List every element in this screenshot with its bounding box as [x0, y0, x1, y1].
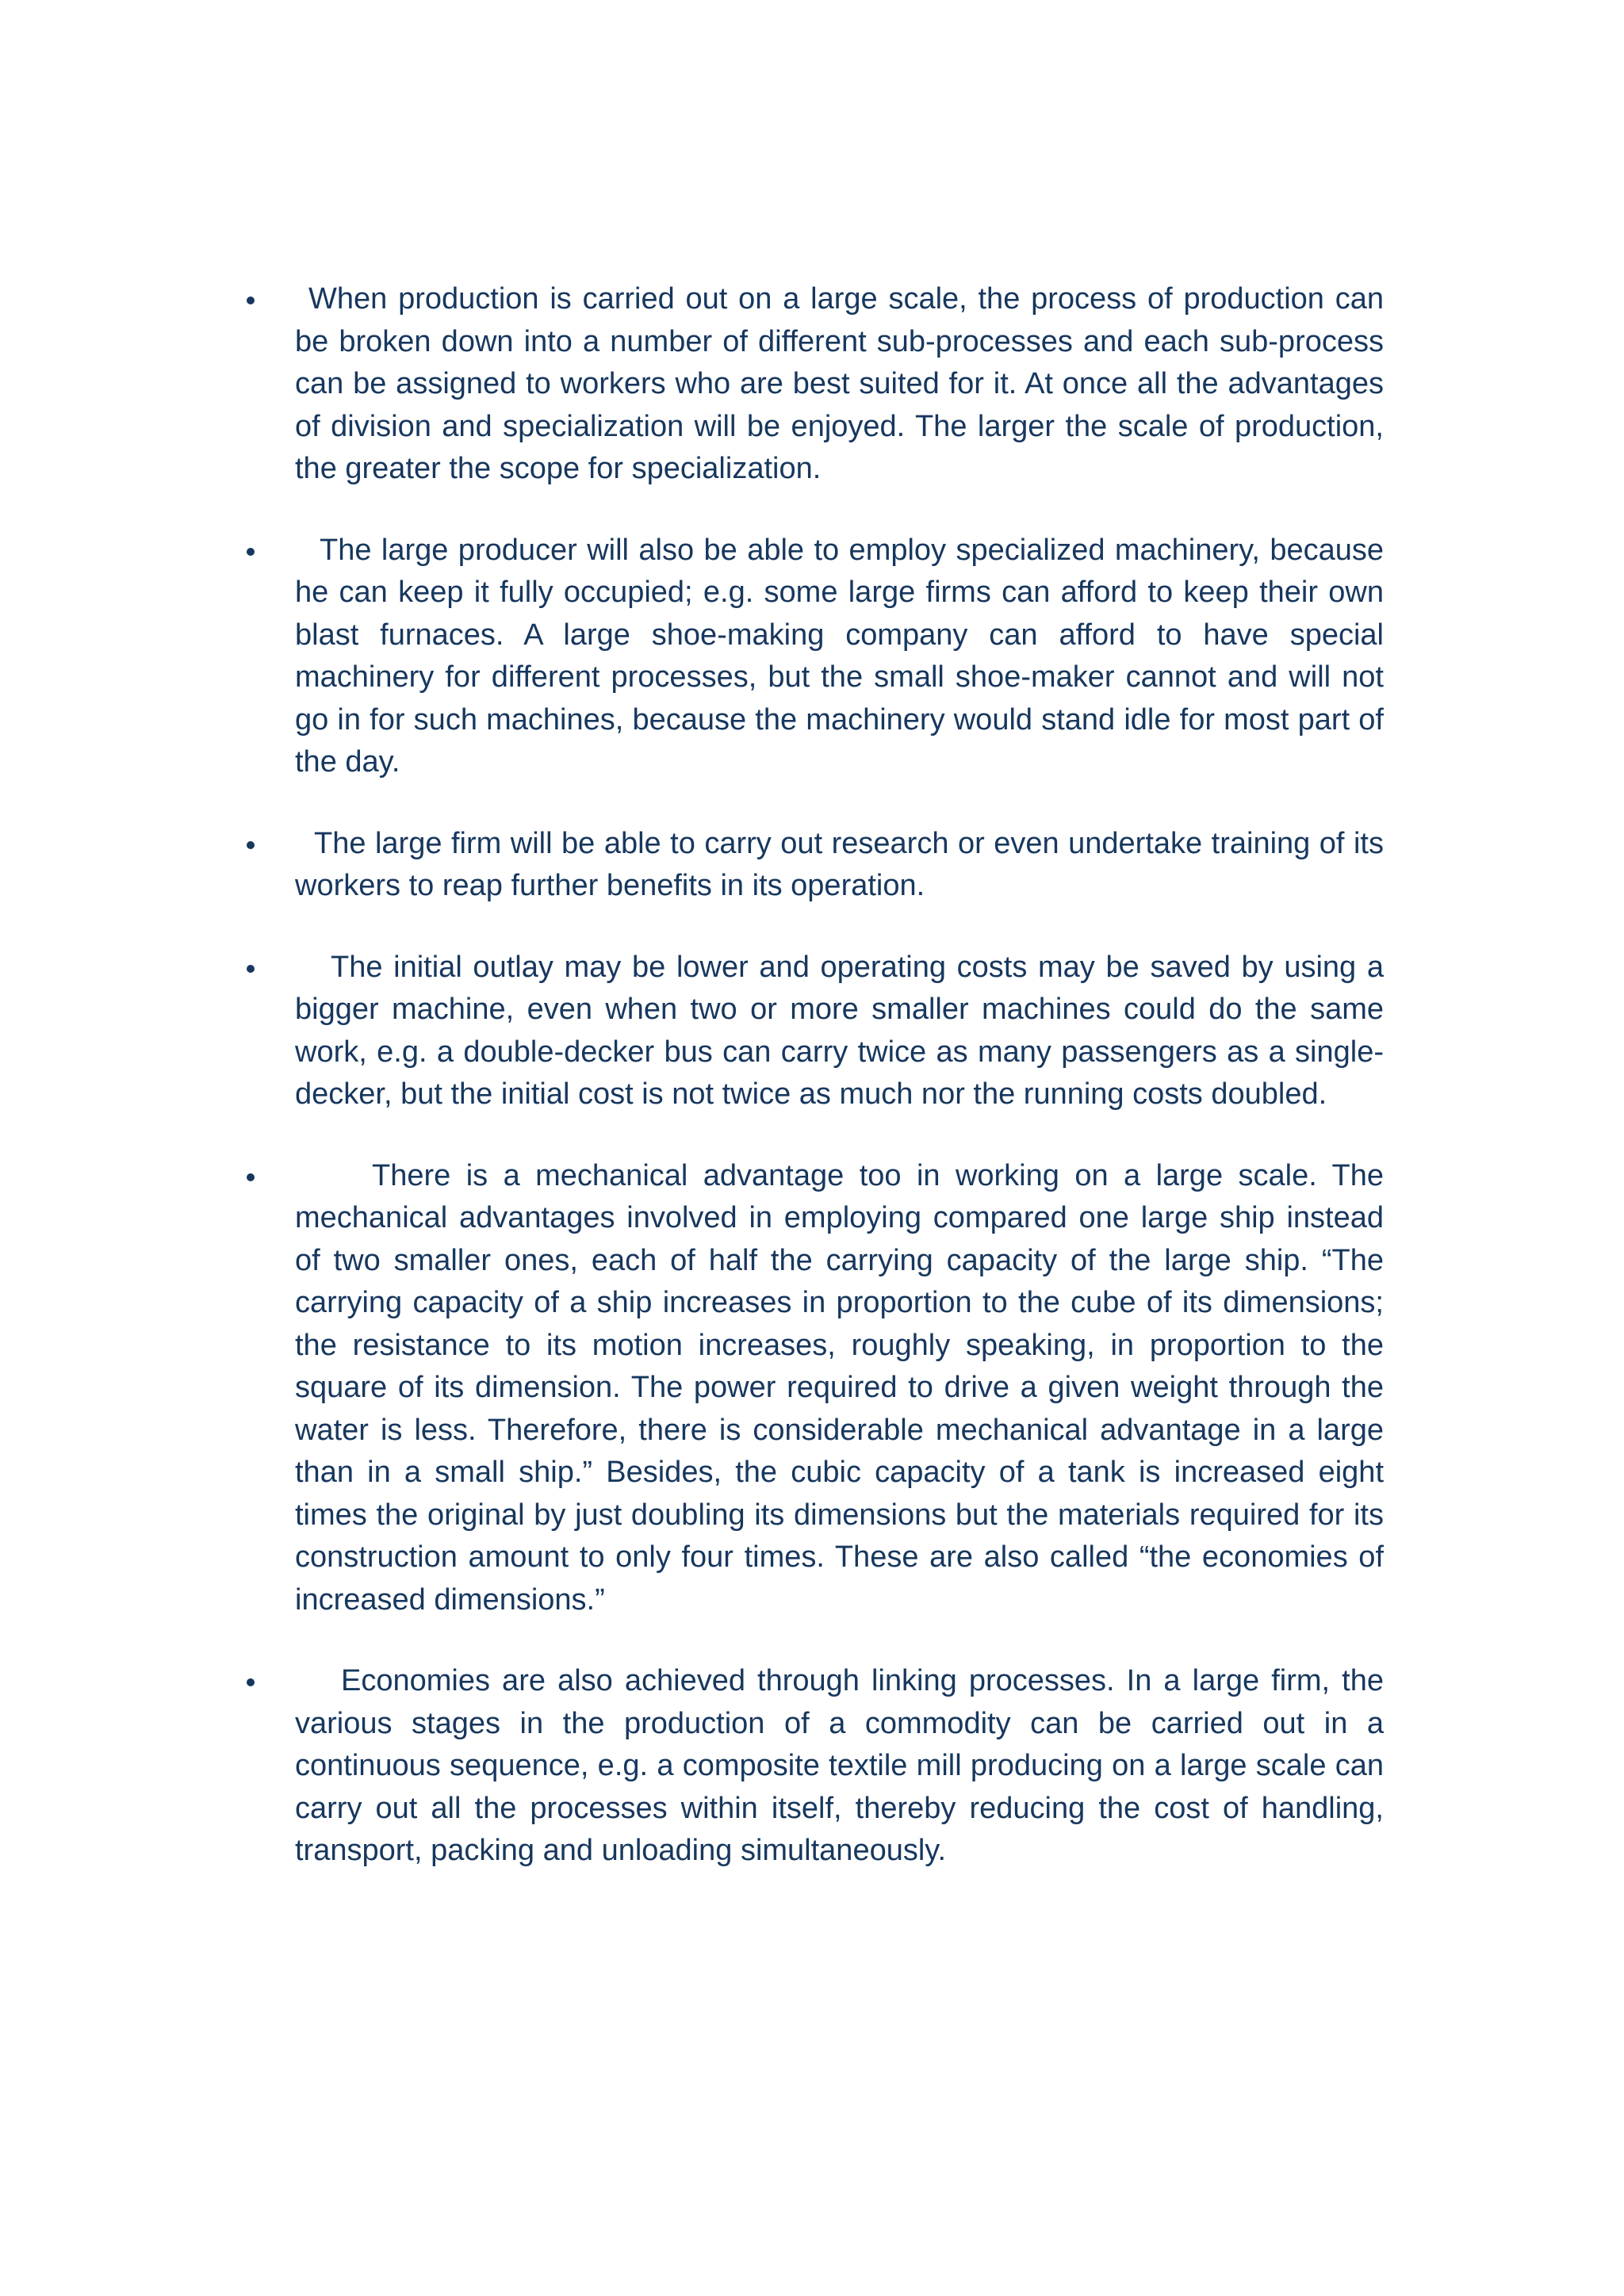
bullet-point-icon	[243, 278, 266, 321]
list-item-text: When production is carried out on a large scale, the process of production can be broken down into a number of different sub-processes and each sub-process can be assigned to workers who are best suited for it. At once all the advantages of division and specialization will be enjoyed. The larger the scale of production, the greater the scope for specialization.	[295, 282, 1384, 485]
list-item	[243, 1155, 1384, 1622]
bullet-point-icon	[243, 530, 266, 572]
list-item-text: Economies are also achieved through linking processes. In a large firm, the various stages in the production of a commodity can be carried out in a continuous sequence, e.g. a composite textile mill producing on a large scale can carry out all the processes within itself, thereby reducing the cost of handling, transport, packing and unloading simultaneously.	[295, 1664, 1384, 1867]
list-item	[243, 278, 1384, 491]
bullet-point-icon	[243, 823, 266, 866]
list-item-text: The initial outlay may be lower and operating costs may be saved by using a bigger machine, even when two or more smaller machines could do the same work, e.g. a double-decker bus can carry twice as many passengers as a single-decker, but the initial cost is not twice as much nor the running costs doubled.	[295, 950, 1384, 1111]
list-item-text: The large firm will be able to carry out research or even undertake training of its workers to reap further benefits in its operation.	[295, 826, 1384, 902]
list-item	[243, 530, 1384, 784]
list-item-text: The large producer will also be able to employ specialized machinery, because he can keep it fully occupied; e.g. some large firms can afford to keep their own blast furnaces. A large shoe-making company can afford to have special machinery for different processes, but the small shoe-maker cannot and will not go in for such machines, because the machinery would stand idle for most part of the day.	[295, 533, 1384, 779]
list-item	[243, 823, 1384, 908]
bullet-point-icon	[243, 947, 266, 989]
bullet-point-icon	[243, 1660, 266, 1703]
list-item	[243, 947, 1384, 1116]
list-item	[243, 1660, 1384, 1873]
list-item-text: There is a mechanical advantage too in working on a large scale. The mechanical advantages involved in employing compared one large ship instead of two smaller ones, each of half the carrying capacity of the large ship. “The carrying capacity of a ship increases in proportion to the cube of its dimensions; the resistance to its motion increases, roughly speaking, in proportion to the square of its dimension. The power required to drive a given weight through the water is less. Therefore, there is considerable mechanical advantage in a large than in a small ship.” Besides, the cubic capacity of a tank is increased eight times the original by just doubling its dimensions but the materials required for its construction amount to only four times. These are also called “the economies of increased dimensions.”	[295, 1158, 1384, 1617]
bullet-list	[243, 278, 1384, 1911]
bullet-point-icon	[243, 1155, 266, 1198]
